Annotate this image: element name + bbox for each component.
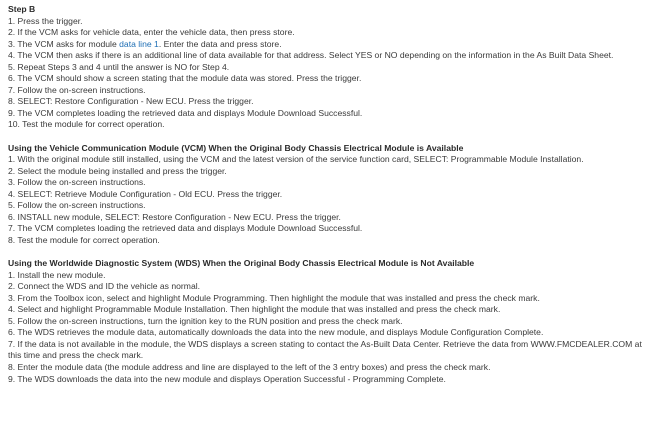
wds-section-list — [8, 270, 644, 385]
section-spacer — [8, 131, 644, 143]
step-b-heading: Step B — [8, 4, 36, 14]
section-spacer — [8, 246, 644, 258]
list-item: 6. The VCM should show a screen stating that the module data was stored. Press the trigger. — [8, 73, 362, 84]
list-item: 4. SELECT: Retrieve Module Configuration - Old ECU. Press the trigger. — [8, 188, 283, 199]
list-item: 7. Follow the on-screen instructions. — [8, 84, 146, 95]
list-item: 10. Test the module for correct operation. — [8, 119, 165, 130]
list-item: 9. The VCM completes loading the retrieved data and displays Module Download Successful. — [8, 107, 363, 118]
list-item: 2. Select the module being installed and press the trigger. — [8, 165, 227, 176]
list-item: 1. Install the new module. — [8, 269, 106, 280]
list-item: 1. With the original module still installed, using the VCM and the latest version of the service function card, SELECT: Programmable Module Installation. — [8, 154, 584, 165]
list-item: 8. Test the module for correct operation. — [8, 234, 160, 245]
step-b-list — [8, 16, 644, 131]
list-item: 3. Follow the on-screen instructions. — [8, 177, 146, 188]
list-item: 6. The WDS retrieves the module data, automatically downloads the data into the new module, and displays Module Configuration Complete. — [8, 327, 544, 338]
list-item: 9. The WDS downloads the data into the new module and displays Operation Successful - Programming Complete. — [8, 373, 446, 384]
vcm-section-heading: Using the Vehicle Communication Module (VCM) When the Original Body Chassis Electrical Module is Available — [8, 142, 464, 153]
list-item — [8, 39, 644, 51]
list-item: 1. Press the trigger. — [8, 15, 83, 26]
list-item: 8. Enter the module data (the module address and line are displayed to the left of the 3 entry boxes) and press the check mark. — [8, 361, 491, 372]
list-item: 7. If the data is not available in the module, the WDS displays a screen stating to contact the As-Built Data Center. Retrieve the data from WWW.FMCDEALER.COM at this time and press the check mark. — [8, 338, 642, 361]
list-item: 4. The VCM then asks if there is an additional line of data available for that address. Select YES or NO depending on the information in the As Built Data Sheet. — [8, 50, 614, 61]
list-item: 7. The VCM completes loading the retrieved data and displays Module Download Successful. — [8, 223, 363, 234]
list-item: 2. Connect the WDS and ID the vehicle as normal. — [8, 281, 201, 292]
list-item: 5. Repeat Steps 3 and 4 until the answer is NO for Step 4. — [8, 61, 230, 72]
list-item: 5. Follow the on-screen instructions. — [8, 200, 146, 211]
list-item: 8. SELECT: Restore Configuration - New ECU. Press the trigger. — [8, 96, 254, 107]
list-item: 4. Select and highlight Programmable Module Installation. Then highlight the module that was installed and press the check mark. — [8, 304, 501, 315]
list-item: 5. Follow the on-screen instructions, turn the ignition key to the RUN position and press the check mark. — [8, 315, 403, 326]
list-item: 3. From the Toolbox icon, select and highlight Module Programming. Then highlight the module that was installed and press the check mark. — [8, 292, 540, 303]
list-item-text: 3. The VCM asks for module — [8, 38, 120, 49]
vcm-section-list — [8, 154, 644, 246]
list-item: 2. If the VCM asks for vehicle data, enter the vehicle data, then press store. — [8, 27, 295, 38]
wds-section-heading: Using the Worldwide Diagnostic System (WDS) When the Original Body Chassis Electrical Module is Not Available — [8, 258, 475, 269]
list-item-text: . Enter the data and press store. — [158, 38, 282, 49]
data-line-link[interactable]: data line 1 — [119, 38, 159, 49]
list-item: 6. INSTALL new module, SELECT: Restore Configuration - New ECU. Press the trigger. — [8, 211, 341, 222]
